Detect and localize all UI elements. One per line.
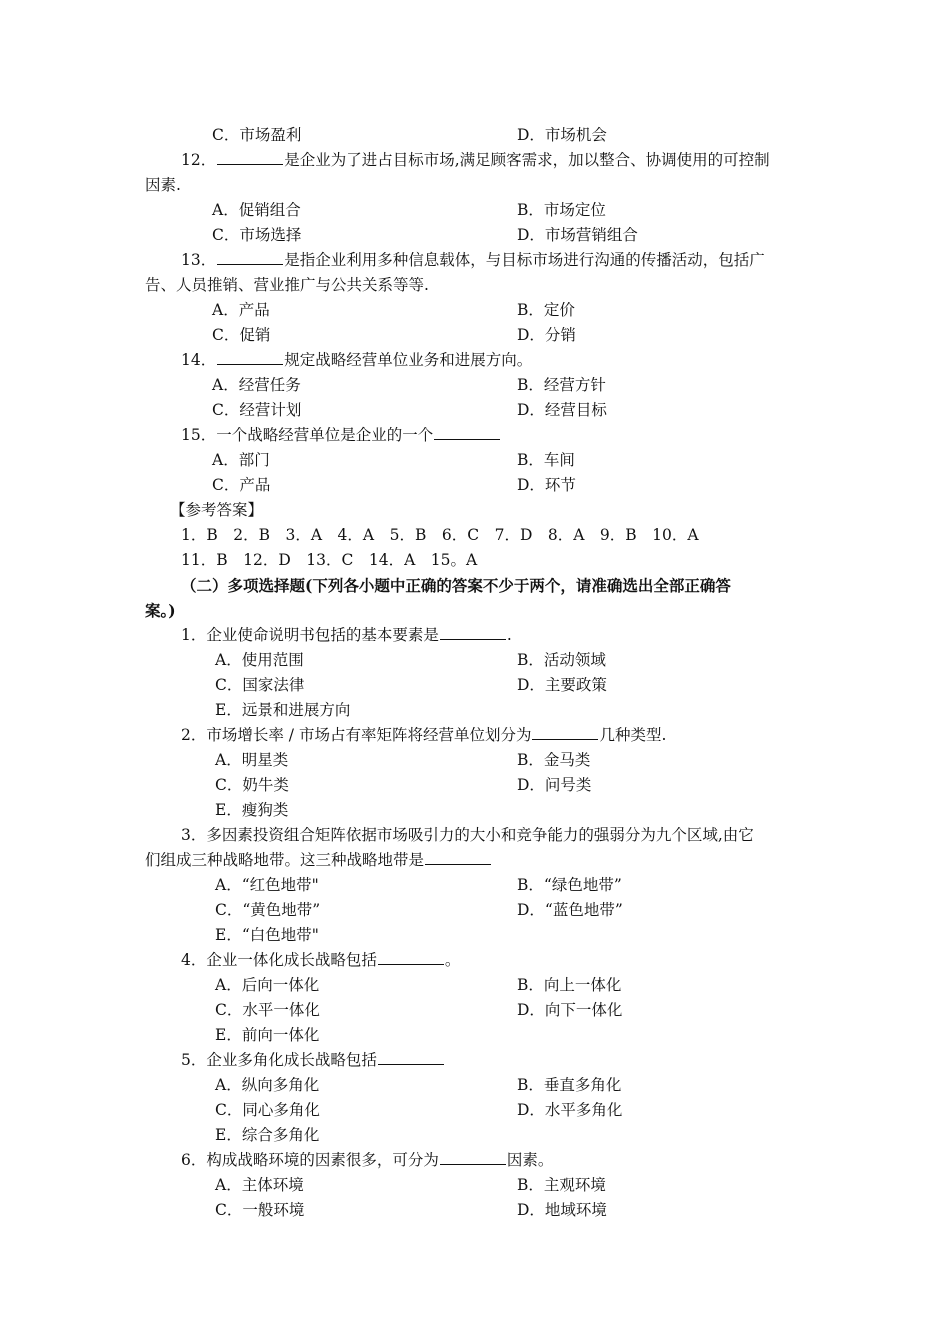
- m4-option-b: B．向上一体化: [517, 976, 622, 994]
- m2-option-c: C．奶牛类: [215, 776, 289, 794]
- q12-stem: [181, 148, 770, 173]
- m4-stem-tail: 。: [444, 951, 461, 969]
- m1-stem-text: 1．企业使命说明书包括的基本要素是: [181, 626, 439, 644]
- answer-blank: [378, 949, 444, 965]
- m6-option-c: C．一般环境: [215, 1201, 305, 1219]
- answers-line1: 1．B 2．B 3．A 4．A 5．B 6．C 7．D 8．A 9．B 10．A: [181, 526, 699, 544]
- m1-option-e: E．远景和进展方向: [215, 701, 351, 719]
- m3-stem-line2: [145, 848, 492, 873]
- q12-stem-line2: 因素.: [145, 176, 181, 194]
- q13-option-b: B．定价: [517, 301, 575, 319]
- q12-option-b: B．市场定位: [517, 201, 606, 219]
- q13-option-c: C．促销: [212, 326, 271, 344]
- answer-blank: [440, 624, 506, 640]
- q12-option-c: C．市场选择: [212, 226, 302, 244]
- m6-stem-tail: 因素。: [506, 1151, 554, 1169]
- m2-option-a: A．明星类: [215, 751, 289, 769]
- q15-stem-text: 15．一个战略经营单位是企业的一个: [181, 426, 434, 444]
- m1-option-a: A．使用范围: [215, 651, 304, 669]
- answer-blank: [434, 424, 500, 440]
- q13-option-d: D．分销: [517, 326, 576, 344]
- m5-option-a: A．纵向多角化: [215, 1076, 320, 1094]
- q13-stem-line2: 告、人员推销、营业推广与公共关系等等.: [145, 276, 429, 294]
- m6-stem: [181, 1148, 553, 1173]
- m1-stem: [181, 623, 512, 648]
- m2-stem: [181, 723, 666, 748]
- m3-stem-text: 们组成三种战略地带。这三种战略地带是: [145, 851, 425, 869]
- q14-option-b: B．经营方针: [517, 376, 606, 394]
- m6-option-a: A．主体环境: [215, 1176, 304, 1194]
- m4-stem: [181, 948, 460, 973]
- answer-blank: [217, 149, 283, 165]
- q15-option-c: C．产品: [212, 476, 271, 494]
- q13-stem-text: 是指企业利用多种信息载体，与目标市场进行沟通的传播活动，包括广: [284, 251, 765, 269]
- q15-option-a: A．部门: [212, 451, 270, 469]
- m2-option-e: E．瘦狗类: [215, 801, 289, 819]
- q14-option-c: C．经营计划: [212, 401, 302, 419]
- q12-option-d: D．市场营销组合: [517, 226, 638, 244]
- q12-option-a: A．促销组合: [212, 201, 301, 219]
- m4-stem-text: 4．企业一体化成长战略包括: [181, 951, 377, 969]
- answer-blank: [217, 349, 283, 365]
- q15-stem: [181, 423, 501, 448]
- q14-option-a: A．经营任务: [212, 376, 301, 394]
- m1-option-b: B．活动领域: [517, 651, 606, 669]
- m5-stem-text: 5．企业多角化成长战略包括: [181, 1051, 377, 1069]
- m5-option-e: E．综合多角化: [215, 1126, 320, 1144]
- q13-stem: [181, 248, 765, 273]
- answer-blank: [440, 1149, 506, 1165]
- m5-option-d: D．水平多角化: [517, 1101, 623, 1119]
- m4-option-d: D．向下一体化: [517, 1001, 623, 1019]
- section2-heading: （二）多项选择题(下列各小题中正确的答案不少于两个，请准确选出全部正确答: [181, 576, 731, 595]
- answers-heading: 【参考答案】: [170, 501, 264, 519]
- m1-option-d: D．主要政策: [517, 676, 607, 694]
- m4-option-a: A．后向一体化: [215, 976, 320, 994]
- m4-option-c: C．水平一体化: [215, 1001, 320, 1019]
- m3-stem: 3．多因素投资组合矩阵依据市场吸引力的大小和竞争能力的强弱分为九个区域,由它: [181, 826, 754, 844]
- m2-option-d: D．问号类: [517, 776, 592, 794]
- m4-option-e: E．前向一体化: [215, 1026, 320, 1044]
- m3-option-c: C．“黄色地带”: [215, 901, 321, 919]
- answer-blank: [425, 849, 491, 865]
- answers-line2: 11．B 12．D 13．C 14．A 15。A: [181, 551, 478, 569]
- q14-stem: [181, 348, 532, 373]
- m6-option-b: B．主观环境: [517, 1176, 606, 1194]
- m6-option-d: D．地域环境: [517, 1201, 607, 1219]
- q13-number: 13．: [181, 251, 217, 269]
- m2-stem-tail: 几种类型.: [599, 726, 667, 744]
- q14-option-d: D．经营目标: [517, 401, 607, 419]
- answer-blank: [378, 1049, 444, 1065]
- answer-blank: [532, 724, 598, 740]
- q11-option-c: C．市场盈利: [212, 126, 302, 144]
- q15-option-b: B．车间: [517, 451, 575, 469]
- m3-option-d: D．“蓝色地带”: [517, 901, 623, 919]
- m1-stem-tail: .: [506, 626, 512, 644]
- answer-blank: [217, 249, 283, 265]
- m2-option-b: B．金马类: [517, 751, 591, 769]
- q12-stem-text: 是企业为了进占目标市场,满足顾客需求，加以整合、协调使用的可控制: [284, 151, 770, 169]
- m1-option-c: C．国家法律: [215, 676, 305, 694]
- section2-heading-line2: 案。): [145, 601, 176, 620]
- m3-option-b: B．“绿色地带”: [517, 876, 622, 894]
- m6-stem-text: 6．构成战略环境的因素很多，可分为: [181, 1151, 439, 1169]
- m5-option-c: C．同心多角化: [215, 1101, 320, 1119]
- q11-option-d: D．市场机会: [517, 126, 607, 144]
- m3-option-e: E．“白色地带": [215, 926, 319, 944]
- m5-stem: [181, 1048, 445, 1073]
- q12-number: 12．: [181, 151, 217, 169]
- q15-option-d: D．环节: [517, 476, 576, 494]
- m3-option-a: A．“红色地带": [215, 876, 319, 894]
- q13-option-a: A．产品: [212, 301, 270, 319]
- m2-stem-text: 2．市场增长率 / 市场占有率矩阵将经营单位划分为: [181, 726, 532, 744]
- q14-stem-text: 规定战略经营单位业务和进展方向。: [284, 351, 533, 369]
- m5-option-b: B．垂直多角化: [517, 1076, 622, 1094]
- q14-number: 14．: [181, 351, 217, 369]
